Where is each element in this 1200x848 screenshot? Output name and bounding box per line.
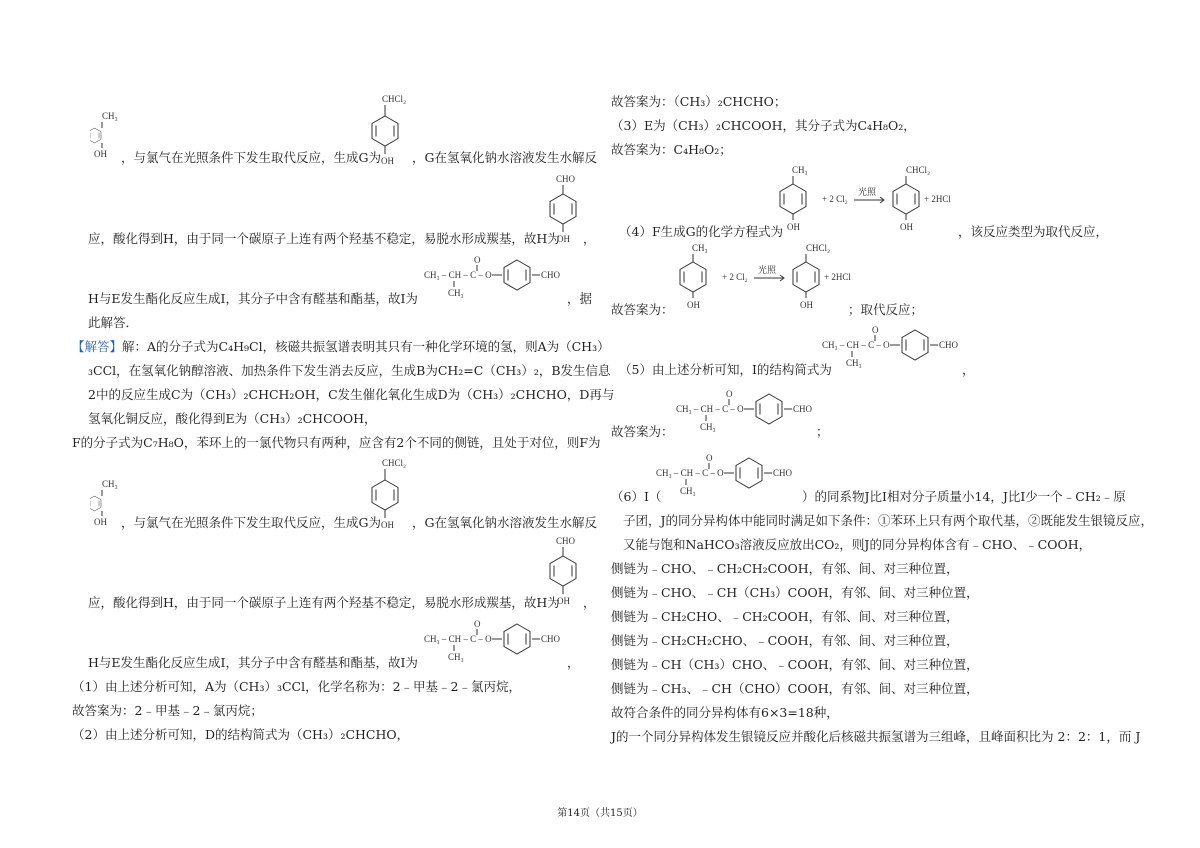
- answer-line5: F的分子式为C₇H₈O，苯环上的一氯代物只有两种，应含有2个不同的侧链，且处于对位，则F为: [72, 435, 601, 450]
- r13: 侧链为﹣CH₂CHO、﹣CH₂COOH，有邻、间、对三种位置，: [611, 609, 959, 624]
- svg-text:CH₃ – CH – C – O: CH₃ – CH – C – O: [822, 340, 890, 350]
- r16: 侧链为﹣CH₃、﹣CH（CHO）COOH，有邻、间、对三种位置，: [611, 681, 979, 696]
- svg-text:CHO: CHO: [556, 174, 576, 184]
- answer-tag: 【解答】: [72, 339, 123, 354]
- r9: 子团，J的同分异构体中能同时满足如下条件：①苯环上只有两个取代基，②既能发生银镜反应，: [623, 513, 1154, 528]
- reaction-equation-1: [776, 164, 956, 236]
- svg-text:CH₃: CH₃: [792, 165, 808, 175]
- svg-text:光照: 光照: [758, 265, 777, 275]
- r8b: ）的同系物J比I相对分子质量小14，J比I少一个﹣CH₂﹣原: [802, 489, 1126, 504]
- svg-text:OH: OH: [787, 222, 800, 232]
- svg-text:+ 2 Cl₂: + 2 Cl₂: [822, 194, 848, 204]
- svg-text:O: O: [872, 325, 879, 335]
- r10: 又能与饱和NaHCO₃溶液反应放出CO₂，则J的同分异构体含有﹣CHO、﹣COOH，: [623, 537, 1092, 552]
- svg-text:+ 2 Cl₂: + 2 Cl₂: [722, 272, 748, 282]
- p2-line2b: ，: [583, 595, 596, 610]
- svg-text:O: O: [726, 389, 733, 399]
- structure-i-1: [424, 254, 574, 300]
- svg-text:O: O: [474, 255, 481, 265]
- r1: 故答案为：（CH₃）₂CHCHO；: [611, 94, 787, 109]
- r4a: （4）F生成G的化学方程式为: [619, 224, 784, 239]
- p1-line2a: 应，酸化得到H，由于同一个碳原子上连有两个羟基不稳定，易脱水形成羰基，故H为: [88, 231, 560, 246]
- svg-text:CHO: CHO: [773, 468, 793, 478]
- svg-text:OH: OH: [94, 517, 107, 527]
- svg-text:CHCl₂: CHCl₂: [382, 458, 407, 468]
- r8a: （6）I（: [611, 489, 662, 504]
- answer-line3: 2中的反应生成C为（CH₃）₂CHCH₂OH，C发生催化氧化生成D为（CH₃）₂CHCHO，D再与: [88, 387, 615, 402]
- p2-line3b: ，: [567, 655, 580, 670]
- r5a: 故答案为：: [611, 302, 674, 317]
- structure-i-5: [656, 452, 806, 498]
- page-footer: 第14页（共15页）: [557, 808, 643, 819]
- reaction-equation-2: [676, 242, 856, 314]
- q1-line1: （1）由上述分析可知，A为（CH₃）₃CCl，化学名称为：2﹣甲基﹣2﹣氯丙烷，: [72, 679, 522, 694]
- svg-text:CHO: CHO: [556, 536, 576, 546]
- p1-text1: ，与氯气在光照条件下发生取代反应，生成G为: [121, 150, 381, 165]
- svg-text:CHCl₂: CHCl₂: [906, 165, 931, 175]
- svg-text:OH: OH: [381, 520, 394, 530]
- svg-text:CH₃: CH₃: [448, 652, 464, 662]
- r15: 侧链为﹣CH（CH₃）CHO、﹣COOH，有邻、间、对三种位置，: [611, 657, 979, 672]
- structure-i-4: [676, 388, 826, 434]
- svg-text:CH₃ – CH – C – O: CH₃ – CH – C – O: [424, 634, 492, 644]
- svg-text:OH: OH: [800, 300, 813, 310]
- svg-text:CHCl₂: CHCl₂: [806, 243, 831, 253]
- svg-text:OH: OH: [687, 300, 700, 310]
- svg-text:CH₃: CH₃: [102, 479, 118, 489]
- svg-text:+ 2HCl: + 2HCl: [924, 194, 951, 204]
- svg-text:CH₃: CH₃: [680, 486, 696, 496]
- structure-f-2: [90, 478, 124, 536]
- svg-text:CH₃ – CH – C – O: CH₃ – CH – C – O: [656, 468, 724, 478]
- q2-line1: （2）由上述分析可知，D的结构简式为（CH₃）₂CHCHO，: [72, 727, 410, 742]
- p2-text1: ，与氯气在光照条件下发生取代反应，生成G为: [121, 515, 381, 530]
- svg-text:O: O: [474, 619, 481, 629]
- answer-line1-text: 解：A的分子式为C₄H₉Cl，核磁共振氢谱表明其只有一种化学环境的氢，则A为（CH₃）: [122, 339, 610, 354]
- svg-text:CH₃: CH₃: [102, 111, 118, 121]
- r18: J的一个同分异构体发生银镜反应并酸化后核磁共振氢谱为三组峰，且峰面积比为 2：2：1，而 J: [611, 729, 1141, 744]
- svg-text:光照: 光照: [858, 187, 877, 197]
- svg-text:CH₃: CH₃: [846, 358, 862, 368]
- svg-text:CHCl₂: CHCl₂: [382, 94, 407, 104]
- svg-text:OH: OH: [94, 149, 107, 159]
- r2: （3）E为（CH₃）₂CHCOOH，其分子式为C₄H₈O₂，: [611, 118, 916, 133]
- svg-text:CH₃: CH₃: [700, 422, 716, 432]
- svg-text:CHO: CHO: [939, 340, 959, 350]
- p2-line2a: 应，酸化得到H，由于同一个碳原子上连有两个羟基不稳定，易脱水形成羰基，故H为: [88, 595, 560, 610]
- r7a: 故答案为：: [611, 424, 674, 439]
- svg-text:CHO: CHO: [793, 404, 813, 414]
- r17: 故符合条件的同分异构体有6×3=18种，: [611, 705, 839, 720]
- p1-line3a: H与E发生酯化反应生成I，其分子中含有醛基和酯基，故I为: [88, 291, 418, 306]
- svg-text:OH: OH: [557, 596, 570, 606]
- p2-text2: ，G在氢氧化钠水溶液发生水解反: [412, 515, 597, 530]
- answer-line1: [72, 339, 610, 355]
- svg-text:CH₃ – CH – C – O: CH₃ – CH – C – O: [424, 270, 492, 280]
- structure-f-1: [90, 110, 124, 168]
- structure-i-3: [822, 324, 972, 370]
- svg-text:CHO: CHO: [541, 634, 561, 644]
- svg-text:CH₃ – CH – C – O: CH₃ – CH – C – O: [676, 404, 744, 414]
- r4b: ，该反应类型为取代反应，: [958, 224, 1109, 239]
- p1-line4: 此解答．: [88, 315, 139, 330]
- r6a: （5）由上述分析可知，I的结构简式为: [619, 362, 832, 377]
- structure-g-1: [368, 92, 418, 170]
- r6b: ，: [962, 362, 975, 377]
- q1-answer: 故答案为：2﹣甲基﹣2﹣氯丙烷；: [72, 703, 263, 718]
- p1-line3b: ，据: [567, 291, 593, 306]
- svg-text:OH: OH: [381, 156, 394, 166]
- svg-text:+ 2HCl: + 2HCl: [824, 272, 851, 282]
- structure-i-2: [424, 618, 574, 664]
- r12: 侧链为﹣CHO、﹣CH（CH₃）COOH，有邻、间、对三种位置，: [611, 585, 979, 600]
- structure-g-2: [368, 456, 418, 534]
- r14: 侧链为﹣CH₂CH₂CHO、﹣COOH，有邻、间、对三种位置，: [611, 633, 959, 648]
- svg-text:O: O: [706, 453, 713, 463]
- r11: 侧链为﹣CHO、﹣CH₂CH₂COOH，有邻、间、对三种位置，: [611, 561, 959, 576]
- answer-line2: ₃CCl，在氢氧化钠醇溶液、加热条件下发生消去反应，生成B为CH₂=C（CH₃）₂，B发生信息: [88, 363, 611, 378]
- p2-line3a: H与E发生酯化反应生成I，其分子中含有醛基和酯基，故I为: [88, 655, 418, 670]
- r3: 故答案为：C₄H₈O₂；: [611, 142, 732, 157]
- p1-line2b: ，: [583, 231, 596, 246]
- svg-text:OH: OH: [900, 222, 913, 232]
- svg-text:CH₃: CH₃: [448, 288, 464, 298]
- svg-text:CH₃: CH₃: [692, 243, 708, 253]
- p1-text2: ，G在氢氧化钠水溶液发生水解反: [412, 150, 597, 165]
- r5b: ；取代反应；: [848, 302, 924, 317]
- r7b: ；: [816, 424, 829, 439]
- answer-line4: 氢氧化铜反应，酸化得到E为（CH₃）₂CHCOOH，: [88, 411, 377, 426]
- svg-text:CHO: CHO: [541, 270, 561, 280]
- svg-text:OH: OH: [557, 234, 570, 244]
